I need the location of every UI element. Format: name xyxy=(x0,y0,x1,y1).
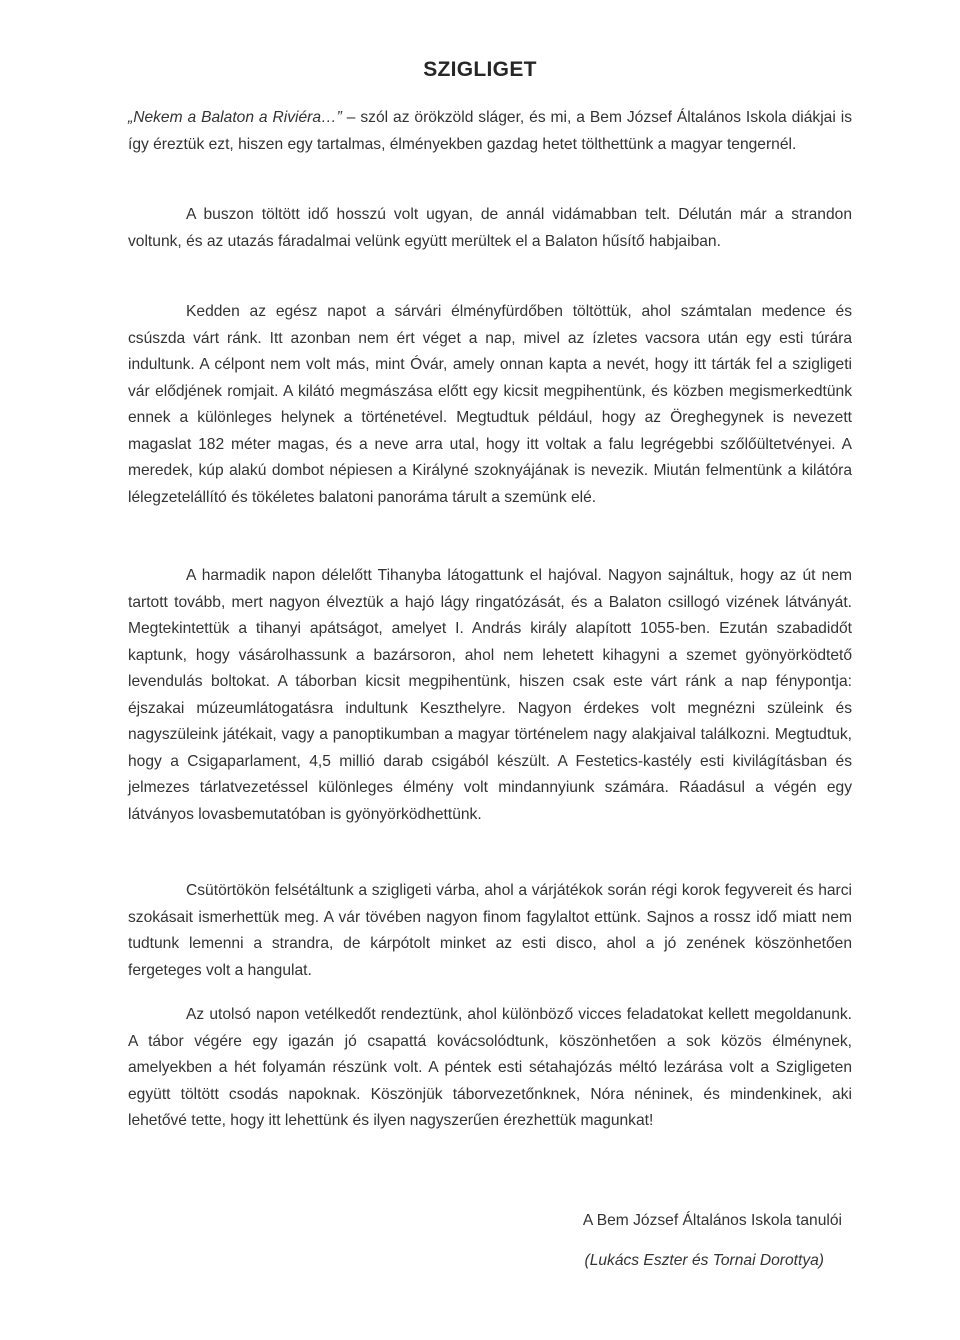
document-title: SZIGLIGET xyxy=(423,58,537,81)
paragraph-thursday xyxy=(128,878,852,984)
paragraph-third-day xyxy=(128,563,852,828)
paragraph-last-day xyxy=(128,1002,852,1135)
paragraph-intro xyxy=(128,105,852,158)
paragraph-tuesday xyxy=(128,299,852,511)
paragraph-text: Csütörtökön felsétáltunk a szigligeti várba, ahol a várjátékok során régi korok fegyvereit és harci szokásait ismerhettük meg. A vár tövében nagyon finom fagylaltot ettünk. Sajnos a rossz idő miatt nem tudtunk lemenni a strandra, de kárpótolt minket az esti disco, ahol a jó zenének köszönhetően fergeteges volt a hangulat. xyxy=(128,882,852,979)
paragraph-travel xyxy=(128,202,852,255)
signature-school: A Bem József Általános Iskola tanulói xyxy=(582,1212,842,1229)
paragraph-text: A harmadik napon délelőtt Tihanyba látogattunk el hajóval. Nagyon sajnáltuk, hogy az út nem tartott tovább, mert nagyon élveztük a hajó lágy ringatózását, és a Balaton csillogó vizének látványát. Megtekintettük a tihanyi apátságot, amelyet I. András király alapított 1055-ben. Ezután szabadidőt kaptunk, hogy vásárolhassunk a bazársoron, ahol nem lehetett kihagyni a szemet gyönyörködtető levendulás boltokat. A táborban kicsit megpihentünk, hiszen csak este várt ránk a nap fénypontja: éjszakai múzeumlátogatásra indultunk Keszthelyre. Nagyon érdekes volt megnézni szüleink és nagyszüleink játékait, vagy a panoptikumban a magyar történelem nagy alakjaival találkozni. Megtudtuk, hogy a Csigaparlament, 4,5 millió darab csigából készült. A Festetics-kastély esti kivilágításban és jelmezes tárlatvezetéssel különleges élmény volt mindannyiunk számára. Ráadásul a végén egy látványos lovasbemutatóban is gyönyörködhettünk. xyxy=(128,567,852,823)
paragraph-text: A buszon töltött idő hosszú volt ugyan, de annál vidámabban telt. Délután már a strandon voltunk, és az utazás fáradalmai velünk együtt merültek el a Balaton hűsítő habjaiban. xyxy=(128,206,852,250)
song-quote: „Nekem a Balaton a Riviéra…” xyxy=(128,109,342,126)
paragraph-text: Az utolsó napon vetélkedőt rendeztünk, ahol különböző vicces feladatokat kellett megoldanunk. A tábor végére egy igazán jó csapattá kovácsolódtunk, köszönhetően a sok közös élménynek, amelyekben a hét folyamán részünk volt. A péntek esti sétahajózás méltó lezárása volt a Szigligeten együtt töltött csodás napoknak. Köszönjük táborvezetőnknek, Nóra néninek, és mindenkinek, aki lehetővé tette, hogy itt lehettünk és ilyen nagyszerűen érezhettük magunkat! xyxy=(128,1006,852,1129)
signature-authors: (Lukács Eszter és Tornai Dorottya) xyxy=(584,1252,824,1269)
paragraph-text: – szól az örökzöld sláger, és mi, a Bem József Általános Iskola diákjai is így éreztük ezt, hiszen egy tartalmas, élményekben gazdag hetet tölthettünk a magyar tengernél. xyxy=(128,109,852,153)
paragraph-text: Kedden az egész napot a sárvári élményfürdőben töltöttük, ahol számtalan medence és csúszda várt ránk. Itt azonban nem ért véget a nap, mivel az ízletes vacsora után egy esti túrára indultunk. A célpont nem volt más, mint Óvár, amely onnan kapta a nevét, hogy itt tárták fel a szigligeti vár elődjének romjait. A kilátó megmászása előtt egy kicsit megpihentünk, és közben megismerkedtünk ennek a különleges helynek a történetével. Megtudtuk például, hogy az Öreghegynek is nevezett magaslat 182 méter magas, és a neve arra utal, hogy itt voltak a falu legrégebbi szőlőültetvényei. A meredek, kúp alakú dombot népiesen a Királyné szoknyájának is nevezik. Miután felmentünk a kilátóra lélegzetelállító és tökéletes balatoni panoráma tárult a szemünk elé. xyxy=(128,303,852,506)
